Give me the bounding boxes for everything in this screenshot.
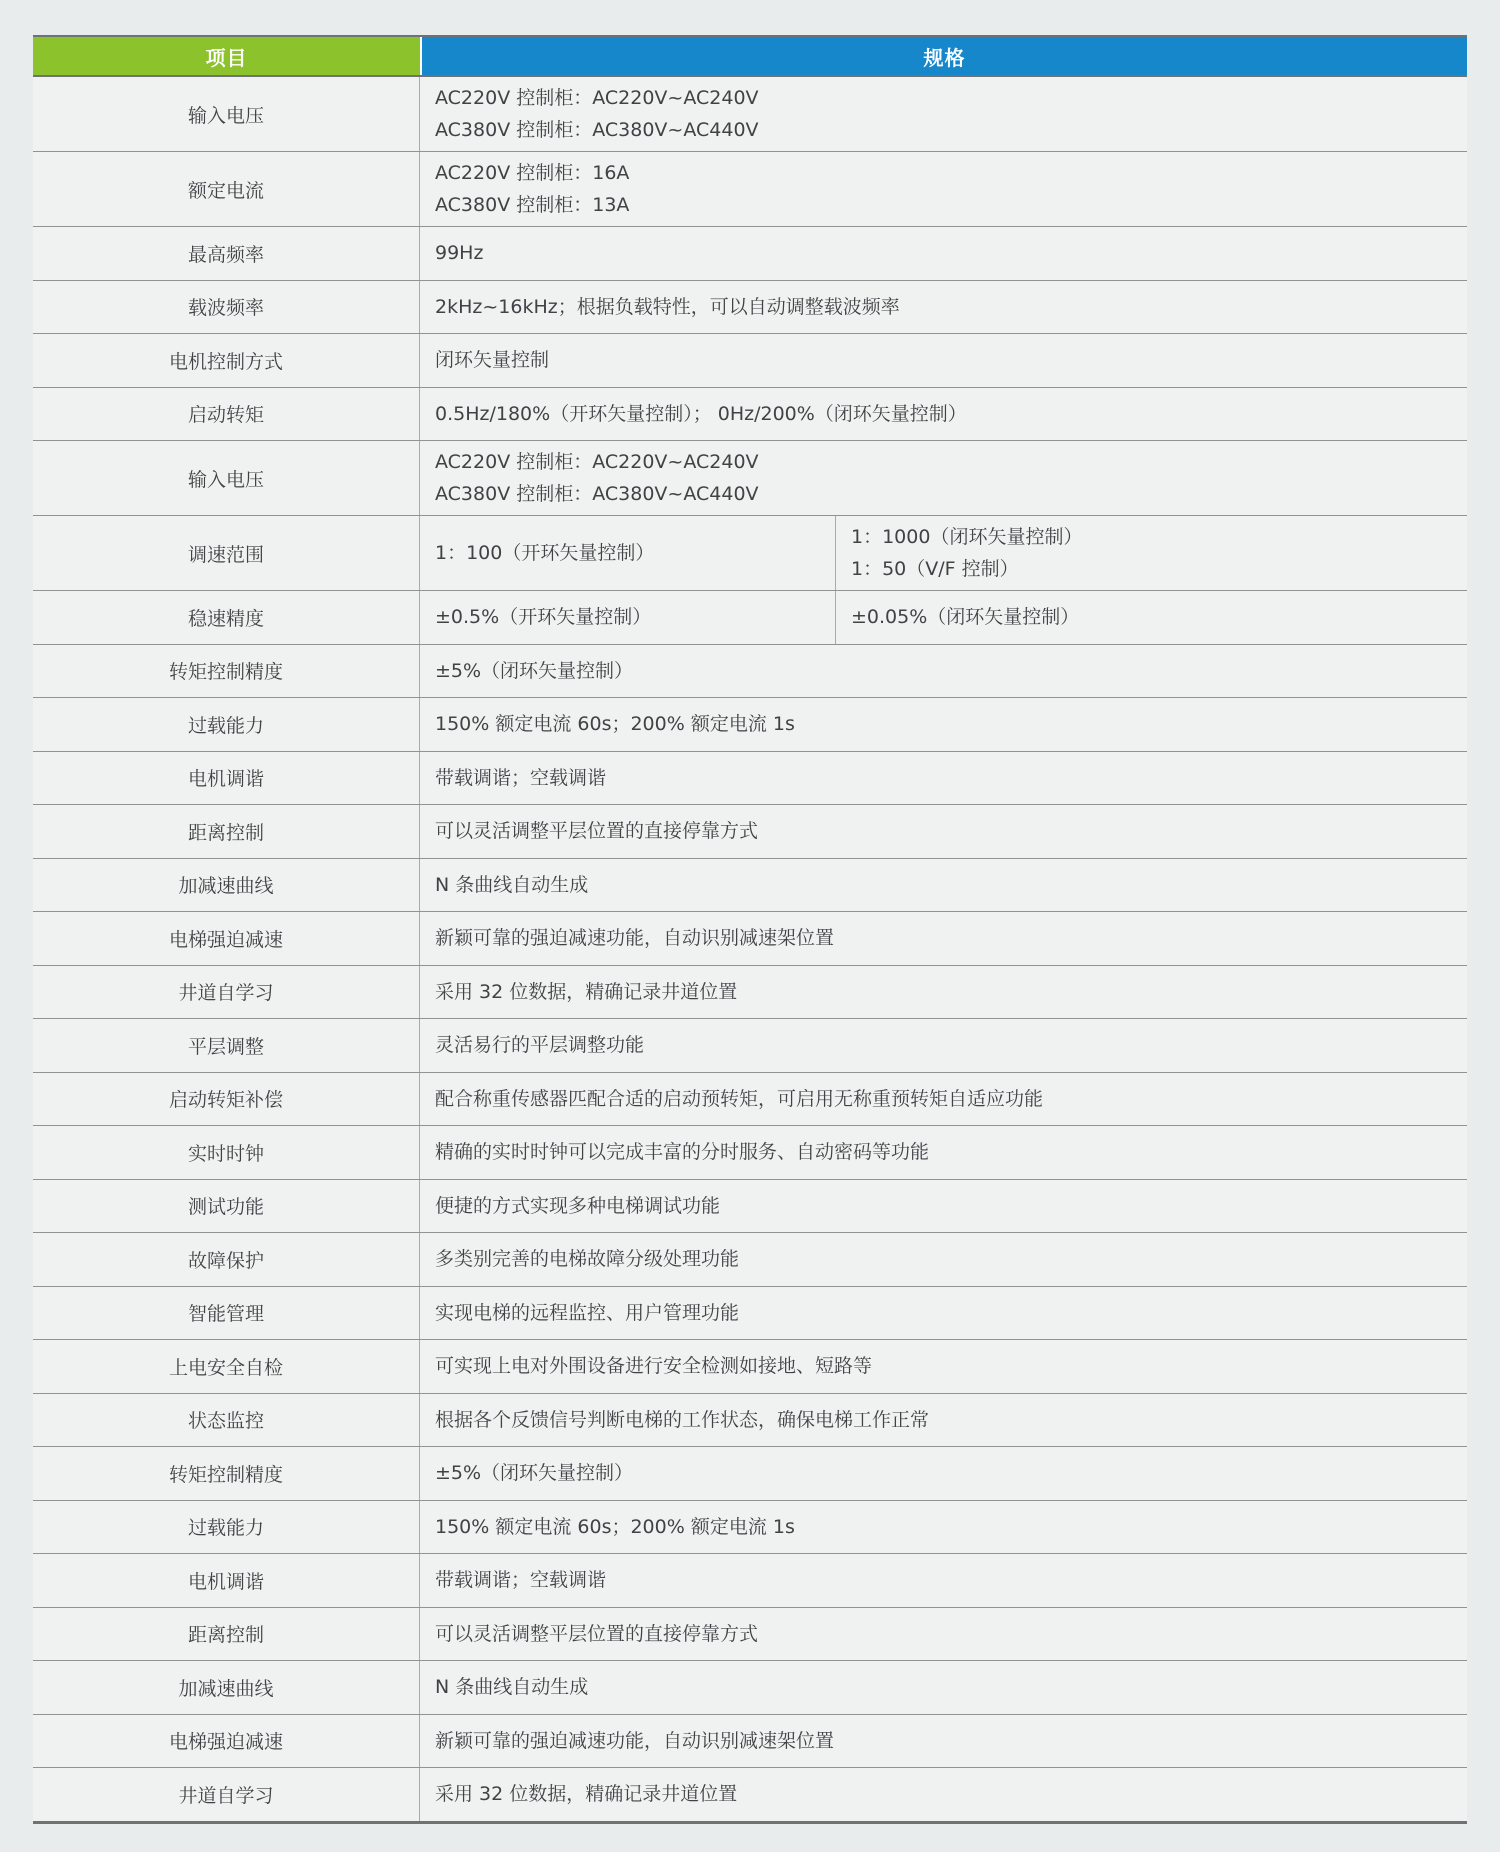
spec-subcell: [836, 516, 1467, 590]
item-cell: 井道自学习: [33, 966, 420, 1019]
item-cell: 转矩控制精度: [33, 1447, 420, 1500]
spec-cell: [420, 698, 1467, 751]
item-cell: 距离控制: [33, 805, 420, 858]
spec-cell: [420, 1126, 1467, 1179]
spec-line: 根据各个反馈信号判断电梯的工作状态，确保电梯工作正常: [435, 1408, 930, 1431]
spec-cell: [420, 1287, 1467, 1340]
item-cell: 过载能力: [33, 698, 420, 751]
item-cell: 过载能力: [33, 1501, 420, 1554]
table-row: [33, 1500, 1467, 1554]
spec-cell: [420, 441, 1467, 515]
table-row: [33, 751, 1467, 805]
spec-line: AC220V 控制柜：AC220V~AC240V: [435, 451, 759, 473]
table-row: [33, 280, 1467, 334]
table-row: [33, 77, 1467, 151]
item-cell: 稳速精度: [33, 591, 420, 644]
item-cell: 载波频率: [33, 281, 420, 334]
spec-line: AC380V 控制柜：AC380V~AC440V: [435, 483, 759, 505]
spec-cell: [420, 281, 1467, 334]
spec-line: ±5%（闭环矢量控制）: [435, 659, 634, 682]
spec-table-body: [33, 77, 1467, 1821]
spec-line: N 条曲线自动生成: [435, 873, 589, 896]
table-row: [33, 1607, 1467, 1661]
item-cell: 测试功能: [33, 1180, 420, 1233]
item-cell: 井道自学习: [33, 1768, 420, 1821]
item-cell: 故障保护: [33, 1233, 420, 1286]
spec-cell: [420, 1768, 1467, 1821]
spec-line: ±0.05%（闭环矢量控制）: [851, 606, 1080, 629]
spec-cell: [420, 77, 1467, 151]
spec-cell: [420, 227, 1467, 280]
spec-line: 新颖可靠的强迫减速功能，自动识别减速架位置: [435, 1729, 835, 1752]
item-cell: 电梯强迫减速: [33, 912, 420, 965]
spec-line: AC380V 控制柜：AC380V~AC440V: [435, 119, 759, 141]
table-row: [33, 911, 1467, 965]
spec-line: 150% 额定电流 60s；200% 额定电流 1s: [435, 713, 795, 736]
spec-cell: [420, 752, 1467, 805]
spec-line: 新颖可靠的强迫减速功能，自动识别减速架位置: [435, 927, 835, 950]
spec-cell: [420, 1180, 1467, 1233]
table-row: [33, 1072, 1467, 1126]
spec-line: 采用 32 位数据，精确记录井道位置: [435, 1783, 738, 1806]
table-row: [33, 440, 1467, 515]
spec-line: 带载调谐；空载调谐: [435, 766, 607, 789]
spec-cell: [420, 1447, 1467, 1500]
spec-cell: [420, 966, 1467, 1019]
spec-cell: [420, 859, 1467, 912]
table-row: [33, 1767, 1467, 1821]
spec-line: ±5%（闭环矢量控制）: [435, 1462, 634, 1485]
spec-line: 0.5Hz/180%（开环矢量控制）； 0Hz/200%（闭环矢量控制）: [435, 402, 967, 425]
table-row: [33, 858, 1467, 912]
item-column-header: 项目: [33, 37, 420, 75]
item-cell: 实时时钟: [33, 1126, 420, 1179]
item-cell: 启动转矩补偿: [33, 1073, 420, 1126]
table-row: [33, 1125, 1467, 1179]
spec-cell: [420, 1394, 1467, 1447]
spec-table: [33, 35, 1467, 1824]
spec-subcell: [420, 591, 836, 644]
table-row: [33, 644, 1467, 698]
spec-line: 可以灵活调整平层位置的直接停靠方式: [435, 820, 759, 843]
table-header-row: [33, 37, 1467, 77]
spec-cell: [420, 1233, 1467, 1286]
spec-line: AC220V 控制柜：AC220V~AC240V: [435, 87, 759, 109]
spec-line: 1：1000（闭环矢量控制）: [851, 526, 1083, 548]
spec-line: 可实现上电对外围设备进行安全检测如接地、短路等: [435, 1355, 873, 1378]
item-cell: 加减速曲线: [33, 859, 420, 912]
table-row: [33, 387, 1467, 441]
spec-cell: [420, 805, 1467, 858]
spec-cell: [420, 1661, 1467, 1714]
table-row: [33, 1714, 1467, 1768]
table-row: [33, 515, 1467, 590]
spec-cell-split: [420, 591, 1467, 644]
table-row: [33, 333, 1467, 387]
spec-line: AC220V 控制柜：16A: [435, 162, 630, 184]
item-cell: 额定电流: [33, 152, 420, 226]
item-cell: 上电安全自检: [33, 1340, 420, 1393]
table-row: [33, 1446, 1467, 1500]
spec-line: 150% 额定电流 60s；200% 额定电流 1s: [435, 1515, 795, 1538]
spec-cell: [420, 1019, 1467, 1072]
table-row: [33, 1018, 1467, 1072]
spec-line: 1：100（开环矢量控制）: [435, 542, 655, 564]
table-row: [33, 1232, 1467, 1286]
item-cell: 电机调谐: [33, 752, 420, 805]
item-cell: 电机控制方式: [33, 334, 420, 387]
spec-cell-split: [420, 516, 1467, 590]
spec-line: 实现电梯的远程监控、用户管理功能: [435, 1301, 740, 1324]
item-cell: 加减速曲线: [33, 1661, 420, 1714]
spec-cell: [420, 645, 1467, 698]
spec-cell: [420, 152, 1467, 226]
item-cell: 最高频率: [33, 227, 420, 280]
spec-line: 配合称重传感器匹配合适的启动预转矩，可启用无称重预转矩自适应功能: [435, 1087, 1044, 1110]
table-row: [33, 965, 1467, 1019]
item-cell: 调速范围: [33, 516, 420, 590]
spec-line: N 条曲线自动生成: [435, 1676, 589, 1699]
spec-line: 可以灵活调整平层位置的直接停靠方式: [435, 1622, 759, 1645]
spec-line: 精确的实时时钟可以完成丰富的分时服务、自动密码等功能: [435, 1141, 930, 1164]
spec-line: 闭环矢量控制: [435, 349, 550, 372]
spec-subcell: [836, 591, 1467, 644]
item-cell: 智能管理: [33, 1287, 420, 1340]
table-row: [33, 804, 1467, 858]
spec-line: ±0.5%（开环矢量控制）: [435, 606, 652, 629]
item-cell: 状态监控: [33, 1394, 420, 1447]
table-row: [33, 697, 1467, 751]
spec-subcell: [420, 516, 836, 590]
table-row: [33, 1660, 1467, 1714]
spec-line: 99Hz: [435, 242, 484, 265]
table-row: [33, 1553, 1467, 1607]
item-cell: 平层调整: [33, 1019, 420, 1072]
spec-line: 便捷的方式实现多种电梯调试功能: [435, 1194, 721, 1217]
spec-line: 带载调谐；空载调谐: [435, 1569, 607, 1592]
spec-cell: [420, 334, 1467, 387]
spec-cell: [420, 1554, 1467, 1607]
spec-cell: [420, 1340, 1467, 1393]
spec-line: 采用 32 位数据，精确记录井道位置: [435, 980, 738, 1003]
spec-cell: [420, 1073, 1467, 1126]
spec-cell: [420, 912, 1467, 965]
table-row: [33, 151, 1467, 226]
table-row: [33, 590, 1467, 644]
spec-cell: [420, 388, 1467, 441]
table-row: [33, 1286, 1467, 1340]
spec-line: AC380V 控制柜：13A: [435, 194, 630, 216]
spec-line: 2kHz~16kHz；根据负载特性，可以自动调整载波频率: [435, 295, 900, 318]
item-cell: 距离控制: [33, 1608, 420, 1661]
spec-column-header: 规格: [420, 37, 1467, 75]
spec-cell: [420, 1501, 1467, 1554]
item-cell: 电机调谐: [33, 1554, 420, 1607]
spec-line: 多类别完善的电梯故障分级处理功能: [435, 1248, 740, 1271]
item-cell: 电梯强迫减速: [33, 1715, 420, 1768]
table-row: [33, 1339, 1467, 1393]
table-row: [33, 1179, 1467, 1233]
spec-cell: [420, 1715, 1467, 1768]
spec-cell: [420, 1608, 1467, 1661]
item-cell: 输入电压: [33, 441, 420, 515]
item-cell: 启动转矩: [33, 388, 420, 441]
spec-line: 1：50（V/F 控制）: [851, 558, 1019, 580]
spec-line: 灵活易行的平层调整功能: [435, 1034, 645, 1057]
table-row: [33, 226, 1467, 280]
item-cell: 输入电压: [33, 77, 420, 151]
table-row: [33, 1393, 1467, 1447]
item-cell: 转矩控制精度: [33, 645, 420, 698]
